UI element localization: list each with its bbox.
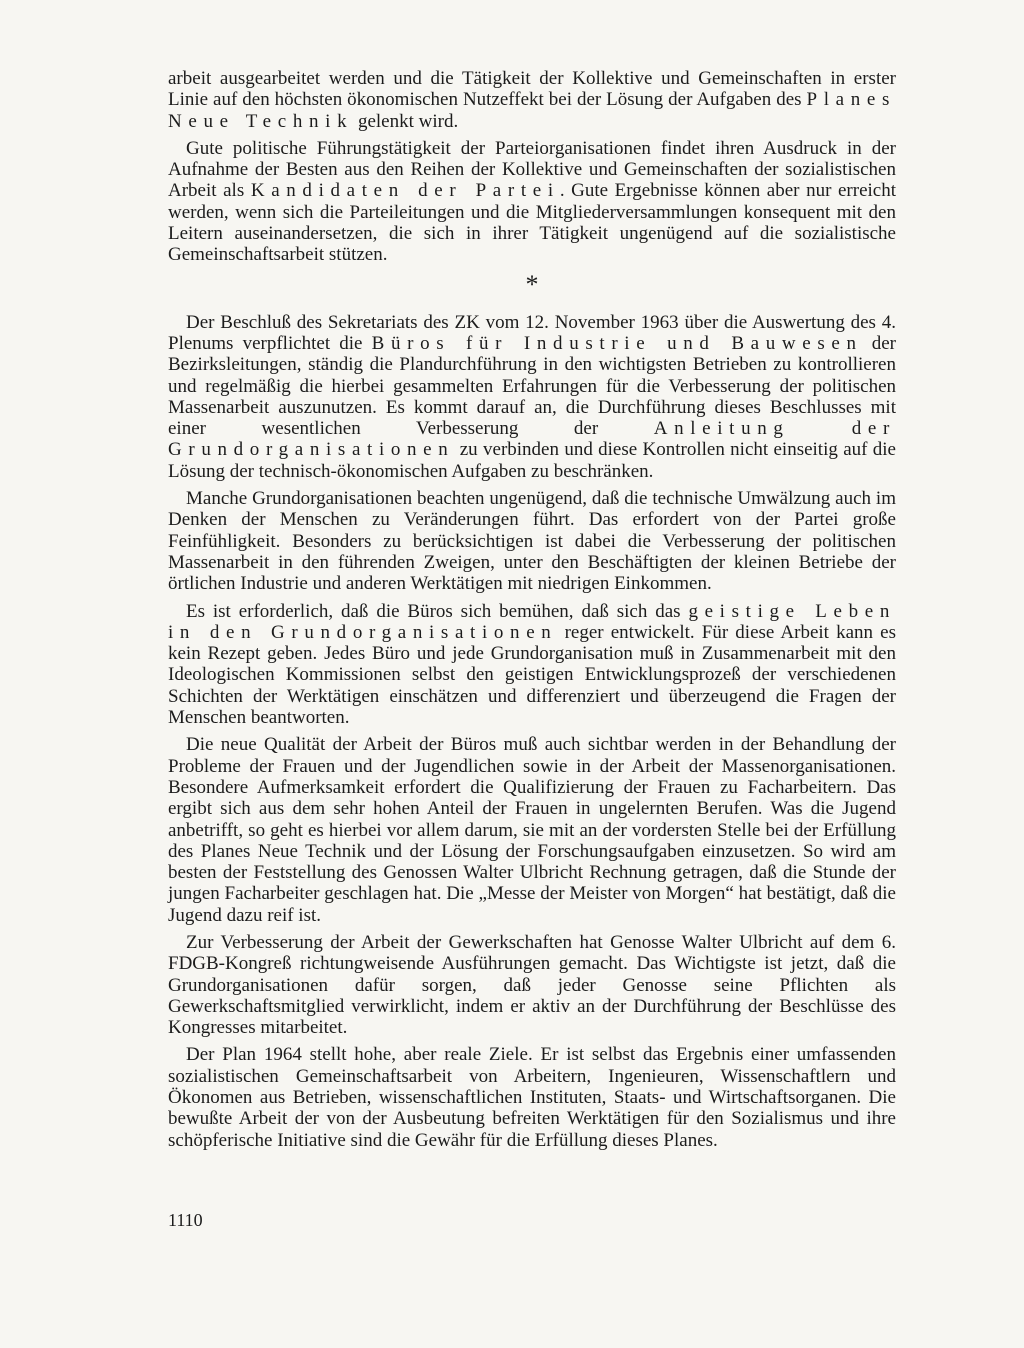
page-number: 1110: [168, 1210, 203, 1230]
spaced-emphasis: geistige Leben in den Grundorganisationen: [168, 600, 897, 643]
paragraph: Gute politische Führungstätigkeit der Parteiorganisationen findet ihren Ausdruck in der Aufnahme der Besten aus den Reihen der Kollektive und Gemeinschaften der sozialistischen Arbeit als Kandidaten der Partei. Gute Ergebnisse können aber nur erreicht werden, wenn sich die Parteileitungen und die Mitgliederversammlungen konsequent mit den Leitern auseinandersetzen, die sich in ihrer Tätigkeit ungenügend auf die sozialistische Gemeinschaftsarbeit stützen.: [168, 137, 896, 266]
spaced-emphasis: Planes Neue Technik: [168, 89, 896, 132]
spaced-emphasis: Kandidaten der Partei: [250, 180, 560, 202]
paragraph: Der Beschluß des Sekretariats des ZK vom 12. November 1963 über die Auswertung des 4. Plenums verpflichtet die Büros für Industrie und Bauwesen der Bezirksleitungen, ständig die Plandurchführung in den wichtigsten Betrieben zu kontrollieren und regelmäßig die hierbei gesammelten Erfahrungen für die Verbesserung der politischen Massenarbeit auszunutzen. Es kommt darauf an, die Durchführung dieses Beschlusses mit einer wesentlichen Verbesserung der Anleitung der Grundorganisationen zu verbinden und diese Kontrollen nicht einseitig auf die Lösung der technisch-ökonomischen Aufgaben zu beschränken.: [168, 311, 896, 482]
paragraph: arbeit ausgearbeitet werden und die Tätigkeit der Kollektive und Gemeinschaften in erster Linie auf den höchsten ökonomischen Nutzeffekt bei der Lösung der Aufgaben des Planes Neue Technik gelenkt wird.: [168, 68, 896, 132]
section-separator: *: [525, 269, 539, 299]
paragraph: Zur Verbesserung der Arbeit der Gewerkschaften hat Genosse Walter Ulbricht auf dem 6. FDGB-Kongreß richtungweisende Ausführungen gemacht. Das Wichtigste ist jetzt, daß die Grundorganisationen dafür sorgen, daß jeder Genosse seine Pflichten als Gewerkschaftsmitglied verwirklicht, indem er aktiv an der Durchführung der Beschlüsse des Kongresses mitarbeitet.: [168, 931, 896, 1039]
spaced-emphasis: Anleitung der Grundorganisationen: [168, 418, 896, 461]
document-page: [168, 68, 896, 1157]
spaced-emphasis: Büros für Industrie und Bauwesen: [371, 332, 863, 354]
paragraph: Die neue Qualität der Arbeit der Büros muß auch sichtbar werden in der Behandlung der Probleme der Frauen und der Jugendlichen sowie in der Arbeit der Massenorganisationen. Besondere Aufmerksamkeit erfordert die Qualifizierung der Frauen zu Facharbeitern. Das ergibt sich aus dem sehr hohen Anteil der Frauen in ungelernten Berufen. Was die Jugend anbetrifft, so geht es hierbei vor allem darum, sie mit an der vordersten Stelle bei der Erfüllung des Planes Neue Technik und der Lösung der Forschungsaufgaben einzusetzen. So wird am besten der Feststellung des Genossen Walter Ulbricht Rechnung getragen, daß die Stunde der jungen Facharbeiter geschlagen hat. Die „Messe der Meister von Morgen“ hat bestätigt, daß die Jugend dazu reif ist.: [168, 734, 896, 926]
paragraph: Der Plan 1964 stellt hohe, aber reale Ziele. Er ist selbst das Ergebnis einer umfassenden sozialistischen Gemeinschaftsarbeit von Arbeitern, Ingenieuren, Wissenschaftlern und Ökonomen aus Betrieben, wissenschaftlichen Instituten, Staats- und Wirtschaftsorganen. Die bewußte Arbeit der von der Ausbeutung befreiten Werktätigen für den Sozialismus und ihre schöpferische Initiative sind die Gewähr für die Erfüllung dieses Planes.: [168, 1044, 896, 1151]
paragraph: Es ist erforderlich, daß die Büros sich bemühen, daß sich das geistige Leben in den Grundorganisationen reger entwickelt. Für diese Arbeit kann es kein Rezept geben. Jedes Büro und jede Grundorganisation muß in Zusammenarbeit mit den Ideologischen Kommissionen selbst den geistigen Entwicklungsprozeß der verschiedenen Schichten der Werktätigen einschätzen und differenziert und überzeugend die Fragen der Menschen beantworten.: [168, 600, 897, 729]
paragraph: Manche Grundorganisationen beachten ungenügend, daß die technische Umwälzung auch im Denken der Menschen zu Veränderungen führt. Das erfordert von der Partei große Feinfühligkeit. Besonders zu berücksichtigen ist dabei die Verbesserung der politischen Massenarbeit in den führenden Zweigen, unter den Beschäftigten der kleinen Betriebe der örtlichen Industrie und anderen Werktätigen mit niedrigen Einkommen.: [168, 488, 896, 595]
